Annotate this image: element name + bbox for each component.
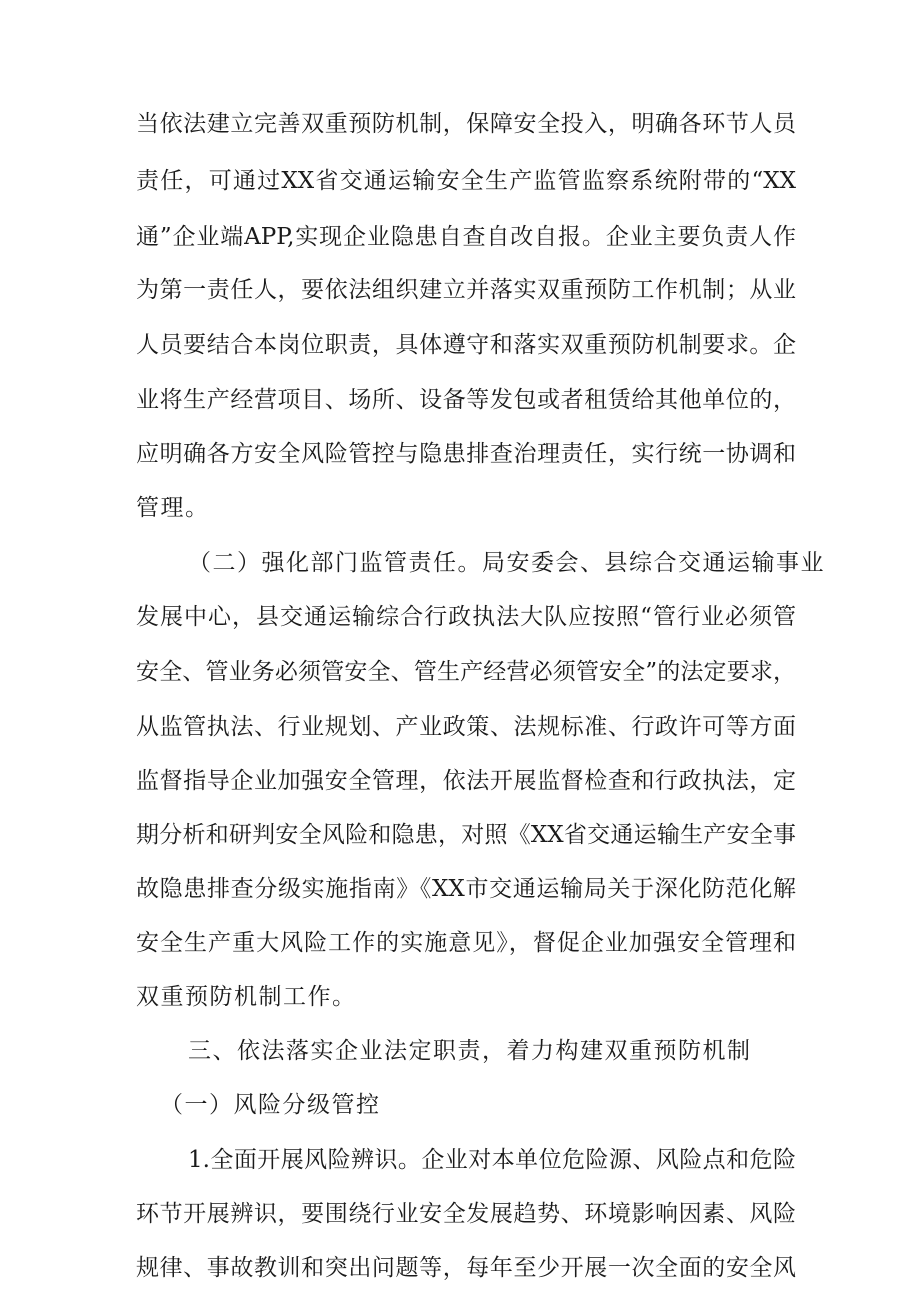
section-heading-3: 三、依法落实企业法定职责，着力构建双重预防机制 bbox=[188, 1038, 752, 1064]
text-line: 业将生产经营项目、场所、设备等发包或者租赁给其他单位的， bbox=[136, 387, 796, 413]
text-line: 责任，可通过XX省交通运输安全生产监管监察系统附带的“XX bbox=[136, 168, 796, 194]
text-line: 管理。 bbox=[136, 495, 210, 521]
text-line: 当依法建立完善双重预防机制，保障安全投入，明确各环节人员 bbox=[136, 111, 796, 137]
text-line: 期分析和研判安全风险和隐患，对照《XX省交通运输生产安全事 bbox=[136, 822, 796, 848]
text-line: 双重预防机制工作。 bbox=[136, 984, 357, 1010]
text-line: 规律、事故教训和突出问题等，每年至少开展一次全面的安全风 bbox=[136, 1255, 796, 1281]
subsection-heading: （一）风险分级管控 bbox=[160, 1092, 381, 1118]
text-line: 为第一责任人，要依法组织建立并落实双重预防工作机制；从业 bbox=[136, 277, 796, 303]
text-line: 监督指导企业加强安全管理，依法开展监督检查和行政执法，定 bbox=[136, 768, 796, 794]
section-heading-2: （二）强化部门监管责任。局安委会、县综合交通运输事业 bbox=[188, 550, 825, 576]
text-line: 安全、管业务必须管安全、管生产经营必须管安全”的法定要求， bbox=[136, 659, 796, 685]
text-line: 从监管执法、行业规划、产业政策、法规标准、行政许可等方面 bbox=[136, 714, 796, 740]
text-line: 安全生产重大风险工作的实施意见》，督促企业加强安全管理和 bbox=[136, 930, 796, 956]
text-line: 故隐患排查分级实施指南》《XX市交通运输局关于深化防范化解 bbox=[136, 876, 796, 902]
text-line: 环节开展辨识，要围绕行业安全发展趋势、环境影响因素、风险 bbox=[136, 1201, 796, 1227]
text-line: 通”企业端APP,实现企业隐患自查自改自报。企业主要负责人作 bbox=[136, 224, 796, 250]
text-line: 发展中心，县交通运输综合行政执法大队应按照“管行业必须管 bbox=[136, 604, 796, 630]
text-line: 1.全面开展风险辨识。企业对本单位危险源、风险点和危险 bbox=[188, 1147, 796, 1173]
text-line: 人员要结合本岗位职责，具体遵守和落实双重预防机制要求。企 bbox=[136, 332, 796, 358]
text-line: 应明确各方安全风险管控与隐患排查治理责任，实行统一协调和 bbox=[136, 441, 796, 467]
